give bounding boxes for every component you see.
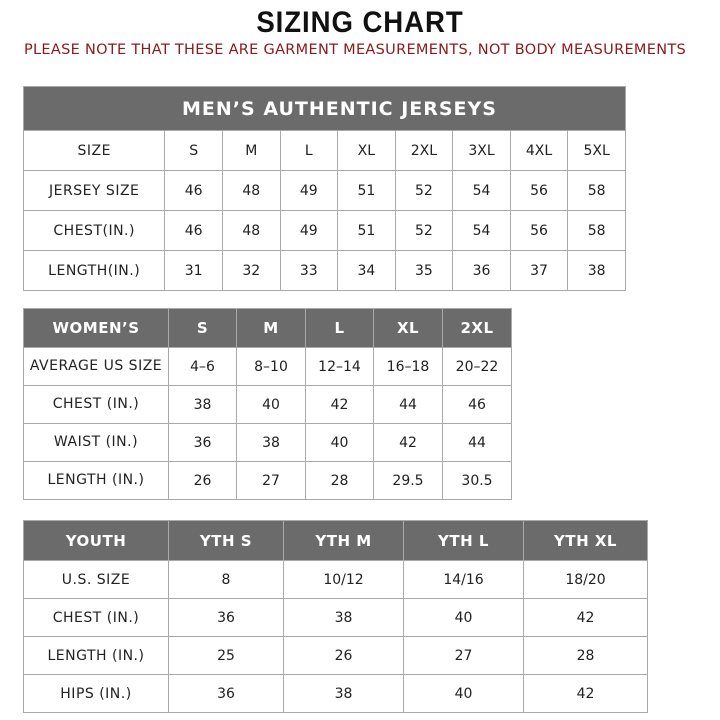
value-cell: 38: [568, 251, 626, 291]
mens-size-table: [23, 86, 626, 291]
row-label: AVERAGE US SIZE: [24, 348, 169, 386]
value-cell: 36: [169, 675, 284, 713]
value-cell: 36: [169, 599, 284, 637]
value-cell: 58: [568, 171, 626, 211]
value-cell: 26: [284, 637, 404, 675]
size-cell: 5XL: [568, 131, 626, 171]
value-cell: 27: [404, 637, 524, 675]
row-label: CHEST (IN.): [24, 386, 169, 424]
value-cell: 32: [222, 251, 280, 291]
size-cell: M: [222, 131, 280, 171]
value-cell: 46: [165, 211, 223, 251]
size-header: YTH S: [169, 521, 284, 561]
value-cell: 4–6: [169, 348, 237, 386]
table-row: [24, 211, 626, 251]
value-cell: 20–22: [443, 348, 512, 386]
value-cell: 12–14: [306, 348, 374, 386]
value-cell: 58: [568, 211, 626, 251]
value-cell: 42: [374, 424, 443, 462]
value-cell: 28: [306, 462, 374, 500]
value-cell: 10/12: [284, 561, 404, 599]
size-cell: XL: [338, 131, 396, 171]
value-cell: 35: [395, 251, 453, 291]
mens-table-title: MEN’S AUTHENTIC JERSEYS: [24, 87, 626, 131]
size-header: M: [237, 309, 306, 348]
value-cell: 38: [284, 675, 404, 713]
value-cell: 38: [237, 424, 306, 462]
table-row: [24, 561, 648, 599]
value-cell: 52: [395, 211, 453, 251]
value-cell: 38: [284, 599, 404, 637]
value-cell: 16–18: [374, 348, 443, 386]
value-cell: 46: [165, 171, 223, 211]
value-cell: 54: [453, 171, 511, 211]
value-cell: 44: [443, 424, 512, 462]
value-cell: 25: [169, 637, 284, 675]
value-cell: 48: [222, 211, 280, 251]
value-cell: 37: [510, 251, 568, 291]
womens-header: WOMEN’S: [24, 309, 169, 348]
page-title: SIZING CHART: [256, 6, 464, 39]
value-cell: 14/16: [404, 561, 524, 599]
value-cell: 49: [280, 171, 338, 211]
value-cell: 42: [524, 599, 648, 637]
youth-size-table: [23, 520, 648, 713]
value-cell: 42: [524, 675, 648, 713]
row-label: CHEST(IN.): [24, 211, 165, 251]
table-row: [24, 675, 648, 713]
womens-size-table: [23, 308, 512, 500]
value-cell: 33: [280, 251, 338, 291]
size-header: 2XL: [443, 309, 512, 348]
table-row: [24, 171, 626, 211]
youth-header: YOUTH: [24, 521, 169, 561]
size-cell: S: [165, 131, 223, 171]
size-header: YTH L: [404, 521, 524, 561]
value-cell: 54: [453, 211, 511, 251]
value-cell: 36: [169, 424, 237, 462]
value-cell: 29.5: [374, 462, 443, 500]
table-row: [24, 424, 512, 462]
size-cell: 4XL: [510, 131, 568, 171]
table-header-row: [24, 309, 512, 348]
row-label: WAIST (IN.): [24, 424, 169, 462]
value-cell: 40: [306, 424, 374, 462]
value-cell: 48: [222, 171, 280, 211]
row-label: U.S. SIZE: [24, 561, 169, 599]
value-cell: 28: [524, 637, 648, 675]
value-cell: 34: [338, 251, 396, 291]
table-row: [24, 462, 512, 500]
value-cell: 46: [443, 386, 512, 424]
value-cell: 40: [404, 599, 524, 637]
value-cell: 36: [453, 251, 511, 291]
value-cell: 51: [338, 171, 396, 211]
row-label: SIZE: [24, 131, 165, 171]
value-cell: 27: [237, 462, 306, 500]
table-row: [24, 251, 626, 291]
size-header: YTH XL: [524, 521, 648, 561]
table-row: [24, 131, 626, 171]
size-header: S: [169, 309, 237, 348]
row-label: JERSEY SIZE: [24, 171, 165, 211]
row-label: LENGTH(IN.): [24, 251, 165, 291]
size-header: YTH M: [284, 521, 404, 561]
value-cell: 38: [169, 386, 237, 424]
value-cell: 18/20: [524, 561, 648, 599]
row-label: LENGTH (IN.): [24, 637, 169, 675]
size-cell: 2XL: [395, 131, 453, 171]
value-cell: 52: [395, 171, 453, 211]
value-cell: 26: [169, 462, 237, 500]
table-row: [24, 637, 648, 675]
value-cell: 49: [280, 211, 338, 251]
size-cell: 3XL: [453, 131, 511, 171]
value-cell: 56: [510, 211, 568, 251]
value-cell: 42: [306, 386, 374, 424]
value-cell: 40: [237, 386, 306, 424]
table-row: [24, 599, 648, 637]
value-cell: 8–10: [237, 348, 306, 386]
table-row: [24, 348, 512, 386]
value-cell: 30.5: [443, 462, 512, 500]
value-cell: 51: [338, 211, 396, 251]
row-label: CHEST (IN.): [24, 599, 169, 637]
value-cell: 31: [165, 251, 223, 291]
size-header: XL: [374, 309, 443, 348]
value-cell: 8: [169, 561, 284, 599]
table-header-row: [24, 521, 648, 561]
row-label: LENGTH (IN.): [24, 462, 169, 500]
measurement-note: PLEASE NOTE THAT THESE ARE GARMENT MEASUREMENTS, NOT BODY MEASUREMENTS: [24, 42, 687, 58]
size-cell: L: [280, 131, 338, 171]
value-cell: 44: [374, 386, 443, 424]
size-header: L: [306, 309, 374, 348]
row-label: HIPS (IN.): [24, 675, 169, 713]
value-cell: 56: [510, 171, 568, 211]
table-row: [24, 386, 512, 424]
value-cell: 40: [404, 675, 524, 713]
